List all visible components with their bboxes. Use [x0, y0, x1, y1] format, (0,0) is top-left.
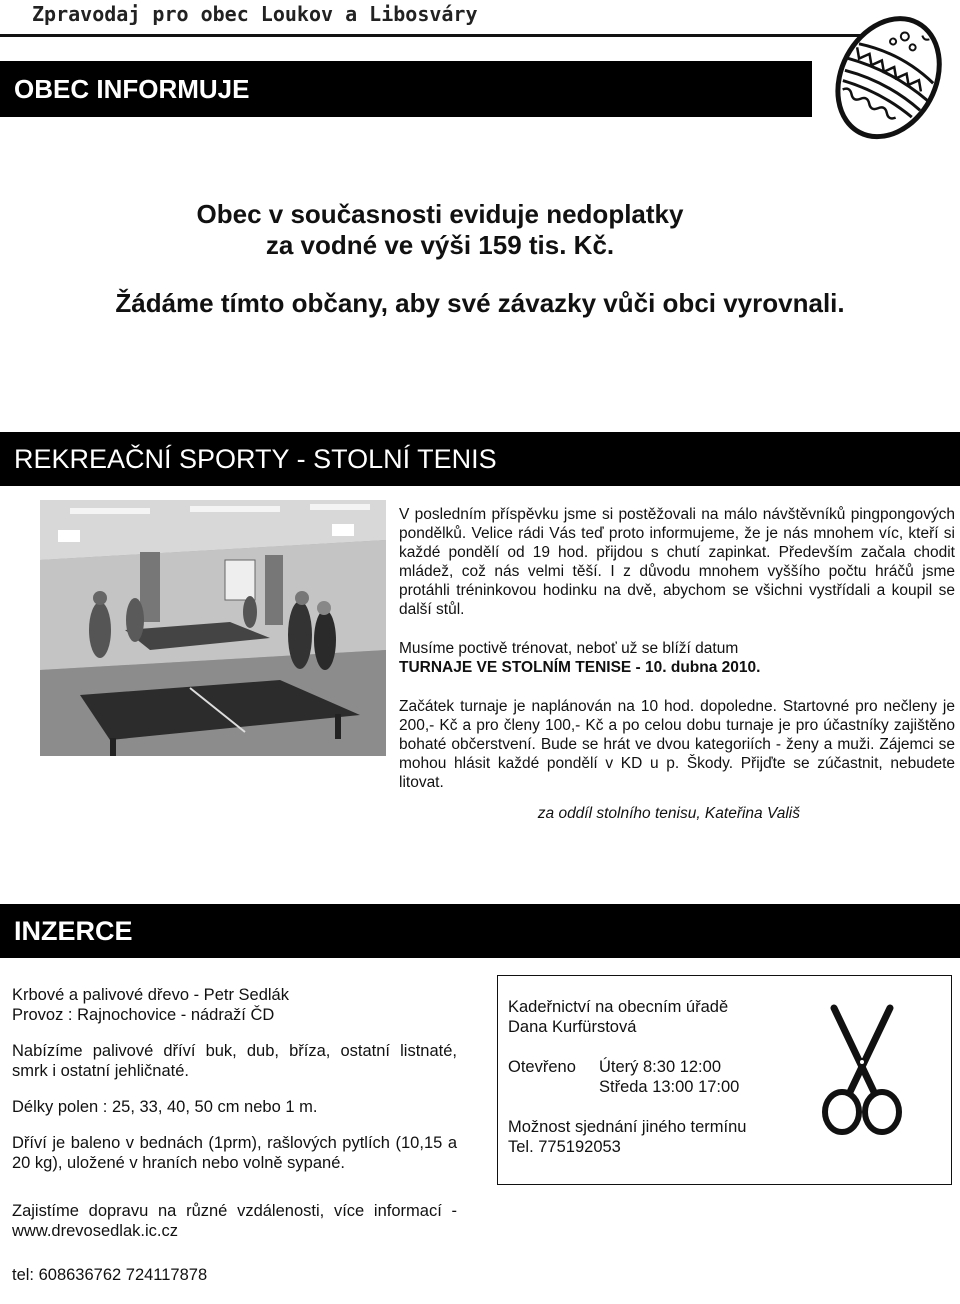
- ad-firewood-phone: tel: 608636762 724117878: [12, 1266, 208, 1284]
- ad-firewood-header: [12, 985, 457, 1025]
- easter-egg-icon: [815, 0, 960, 150]
- article-signature: za oddíl stolního tenisu, Kateřina Vališ: [537, 805, 800, 822]
- tournament-announcement: TURNAJE VE STOLNÍM TENISE - 10. dubna 2010.: [399, 659, 761, 676]
- article-paragraph: V posledním příspěvku jsme si postěžovali na málo návštěvníků pingpongových pondělků. Velice rádi Vás teď proto informujeme, že je nás mnohem víc, kteří si každé pondělí od 19 hod. přijdou s chutí zapinkat. Především začala chodit mládež, což nás velmi těší. I z důvodu mnohem vyššího počtu hráčů jsme protáhli tréninkovou hodinku na dvě, abychom se všichni vystřídali a koupil se další stůl.: [399, 506, 955, 618]
- hours-label: Otevřeno: [508, 1058, 576, 1076]
- ad-firewood: [12, 985, 457, 1301]
- ad-hairdresser-contact: [508, 1117, 808, 1157]
- newsletter-title: Zpravodaj pro obec Loukov a Libosváry: [32, 2, 478, 26]
- ad-firewood-transport: Zajistíme dopravu na různé vzdálenosti, více informací - www.drevosedlak.ic.cz: [12, 1202, 457, 1240]
- top-rule: [0, 34, 900, 37]
- scissors-icon: [812, 1000, 912, 1140]
- hours-wednesday: Středa 13:00 17:00: [599, 1078, 740, 1096]
- ad-hairdresser-phone: Tel. 775192053: [508, 1138, 621, 1156]
- section-bar-obec: [0, 61, 812, 117]
- ad-firewood-seller: Krbové a palivové dřevo - Petr Sedlák: [12, 986, 289, 1004]
- ad-firewood-location: Provoz : Rajnochovice - nádraží ČD: [12, 1006, 275, 1024]
- notice-line: Obec v současnosti eviduje nedoplatky: [196, 199, 684, 229]
- ad-firewood-lengths: Délky polen : 25, 33, 40, 50 cm nebo 1 m.: [12, 1098, 318, 1116]
- table-tennis-photo: [40, 500, 386, 756]
- article-table-tennis: [399, 505, 955, 792]
- notice-debt: [0, 199, 880, 261]
- notice-line: za vodné ve výši 159 tis. Kč.: [265, 230, 615, 260]
- notice-line: Žádáme tímto občany, aby své závazky vůči obci vyrovnali.: [115, 288, 845, 318]
- section-title-sport: REKREAČNÍ SPORTY - STOLNÍ TENIS: [14, 443, 497, 474]
- section-bar-sport: [0, 432, 960, 486]
- ad-hairdresser: [508, 997, 808, 1177]
- ad-hairdresser-title: Kadeřnictví na obecním úřadě: [508, 998, 729, 1016]
- article-paragraph: Musíme poctivě trénovat, neboť už se blíží datum: [399, 640, 739, 657]
- section-title-inzerce: INZERCE: [14, 915, 133, 946]
- hours-row: [508, 1057, 808, 1077]
- section-title-obec: OBEC INFORMUJE: [14, 73, 250, 104]
- section-bar-inzerce: [0, 904, 960, 958]
- ad-hairdresser-note: Možnost sjednání jiného termínu: [508, 1118, 747, 1136]
- hours-tuesday: Úterý 8:30 12:00: [599, 1058, 721, 1076]
- article-paragraph: Začátek turnaje je naplánován na 10 hod. dopoledne. Startovné pro nečleny je 200,- Kč a pro členy 100,- Kč a po celou dobu turnaje je pro účastníky zajištěno bohaté občerstvení. Bude se hrát ve dvou kategoriích - ženy a muži. Zájemci se mohou hlásit každé pondělí v KD u p. Škody. Přijďte se zúčastnit, nebudete litovat.: [399, 698, 955, 791]
- ad-hairdresser-hours: [508, 1057, 808, 1097]
- ad-hairdresser-name: Dana Kurfürstová: [508, 1018, 637, 1036]
- ad-firewood-packaging: Dříví je baleno v bednách (1prm), rašlových pytlích (10,15 a 20 kg), uložené v hraních nebo volně sypané.: [12, 1134, 457, 1172]
- ad-hairdresser-header: [508, 997, 808, 1037]
- ad-firewood-offer: Nabízíme palivové dříví buk, dub, bříza, ostatní listnaté, smrk i ostatní jehličnaté.: [12, 1042, 457, 1080]
- hours-row: [508, 1077, 808, 1097]
- notice-request: [0, 288, 960, 319]
